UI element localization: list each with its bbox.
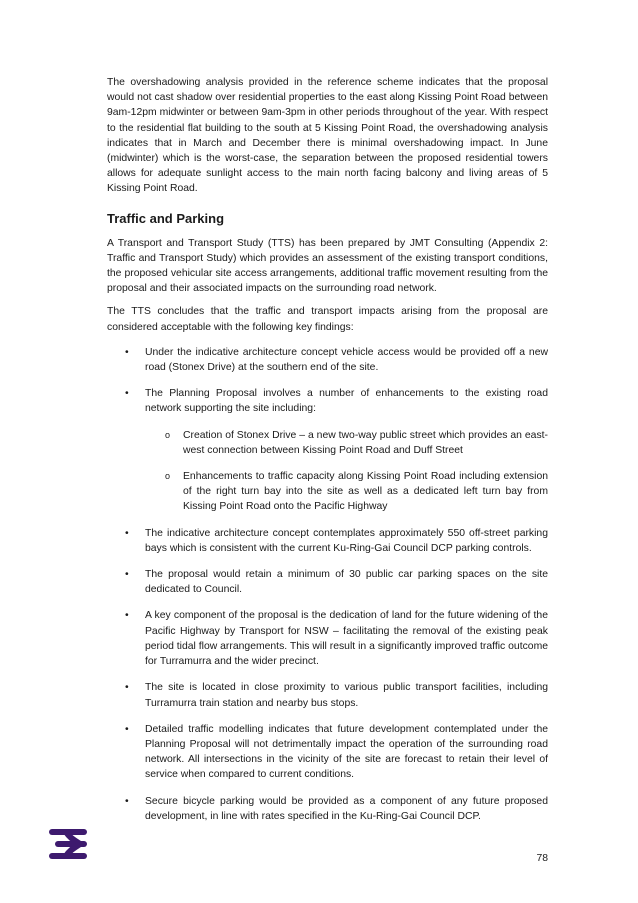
sub-list-item-text: Creation of Stonex Drive – a new two-way public street which provides an east-west connection between Kissing Point Road and Duff Street xyxy=(183,429,548,456)
bullet-icon: • xyxy=(125,682,129,694)
page-content xyxy=(107,75,548,835)
bullet-icon: • xyxy=(125,527,129,539)
sub-list-item xyxy=(145,469,548,515)
list-item xyxy=(107,345,548,375)
circle-bullet-icon: o xyxy=(165,471,171,482)
list-item xyxy=(107,608,548,669)
intro-paragraph: The overshadowing analysis provided in the reference scheme indicates that the proposal would not cast shadow over residential properties to the east along Kissing Point Road between 9am-12pm midwinter or between 9am-3pm in other periods throughout of the year. With respect to the residential flat building to the south at 5 Kissing Point Road, the overshadowing analysis indicates that in March and December there is minimal overshadowing impact. In June (midwinter) which is the worst-case, the separation between the proposed residential towers allows for adequate sunlight access to the main north facing balcony and living areas of 5 Kissing Point Road. xyxy=(107,77,548,195)
sub-list xyxy=(145,428,548,515)
list-item xyxy=(107,526,548,556)
list-item xyxy=(107,794,548,824)
circle-bullet-icon: o xyxy=(165,429,171,440)
list-item-text: The site is located in close proximity to various public transport facilities, including Turramurra train station and nearby bus stops. xyxy=(145,682,548,709)
bullet-icon: • xyxy=(125,723,129,735)
page-number: 78 xyxy=(536,853,548,864)
list-item-text: Under the indicative architecture concept vehicle access would be provided off a new road (Stonex Drive) at the southern end of the site. xyxy=(145,346,548,374)
paragraph: The TTS concludes that the traffic and transport impacts arising from the proposal are considered acceptable with the following key findings: xyxy=(107,306,548,333)
bullet-icon: • xyxy=(125,610,129,622)
bullet-icon: • xyxy=(125,569,129,581)
sub-list-item xyxy=(145,428,548,458)
list-item xyxy=(107,722,548,783)
list-item-text: A key component of the proposal is the dedication of land for the future widening of the Pacific Highway by Transport for NSW – facilitating the removal of the existing peak period tidal flow arrangements. This will result in a significantly improved traffic outcome for Turramurra and the wider precinct. xyxy=(145,610,548,668)
list-item xyxy=(107,680,548,710)
list-item-text: Detailed traffic modelling indicates that future development contemplated under the Planning Proposal will not detrimentally impact the operation of the surrounding road network. All intersections in the vicinity of the site are forecast to retain their level of service when compared to current conditions. xyxy=(145,723,548,781)
list-item xyxy=(107,567,548,597)
key-findings-list xyxy=(107,345,548,824)
company-logo-icon xyxy=(48,826,88,862)
list-item-text: Secure bicycle parking would be provided as a component of any future proposed development, in line with rates specified in the Ku-Ring-Gai Council DCP. xyxy=(145,795,548,822)
section-heading: Traffic and Parking xyxy=(107,210,225,226)
bullet-icon: • xyxy=(125,388,129,400)
bullet-icon: • xyxy=(125,795,129,807)
list-item-text: The indicative architecture concept contemplates approximately 550 off-street parking bays which is consistent with the current Ku-Ring-Gai Council DCP parking controls. xyxy=(145,527,548,554)
sub-list-item-text: Enhancements to traffic capacity along Kissing Point Road including extension of the right turn bay into the site as well as a dedicated left turn bay from Kissing Point Road onto the Pacific Highway xyxy=(183,471,548,513)
logo-shapes xyxy=(52,832,84,856)
bullet-icon: • xyxy=(125,346,129,358)
list-item-text: The proposal would retain a minimum of 30 public car parking spaces on the site dedicated to Council. xyxy=(145,569,548,596)
list-item-text: The Planning Proposal involves a number of enhancements to the existing road network supporting the site including: xyxy=(145,388,548,415)
paragraph: A Transport and Transport Study (TTS) has been prepared by JMT Consulting (Appendix 2: Traffic and Transport Study) which provides an assessment of the existing transport conditions, the proposed vehicular site access arrangements, additional traffic movement resulting from the proposal and their associated impacts on the surrounding road network. xyxy=(107,237,548,295)
list-item xyxy=(107,386,548,514)
